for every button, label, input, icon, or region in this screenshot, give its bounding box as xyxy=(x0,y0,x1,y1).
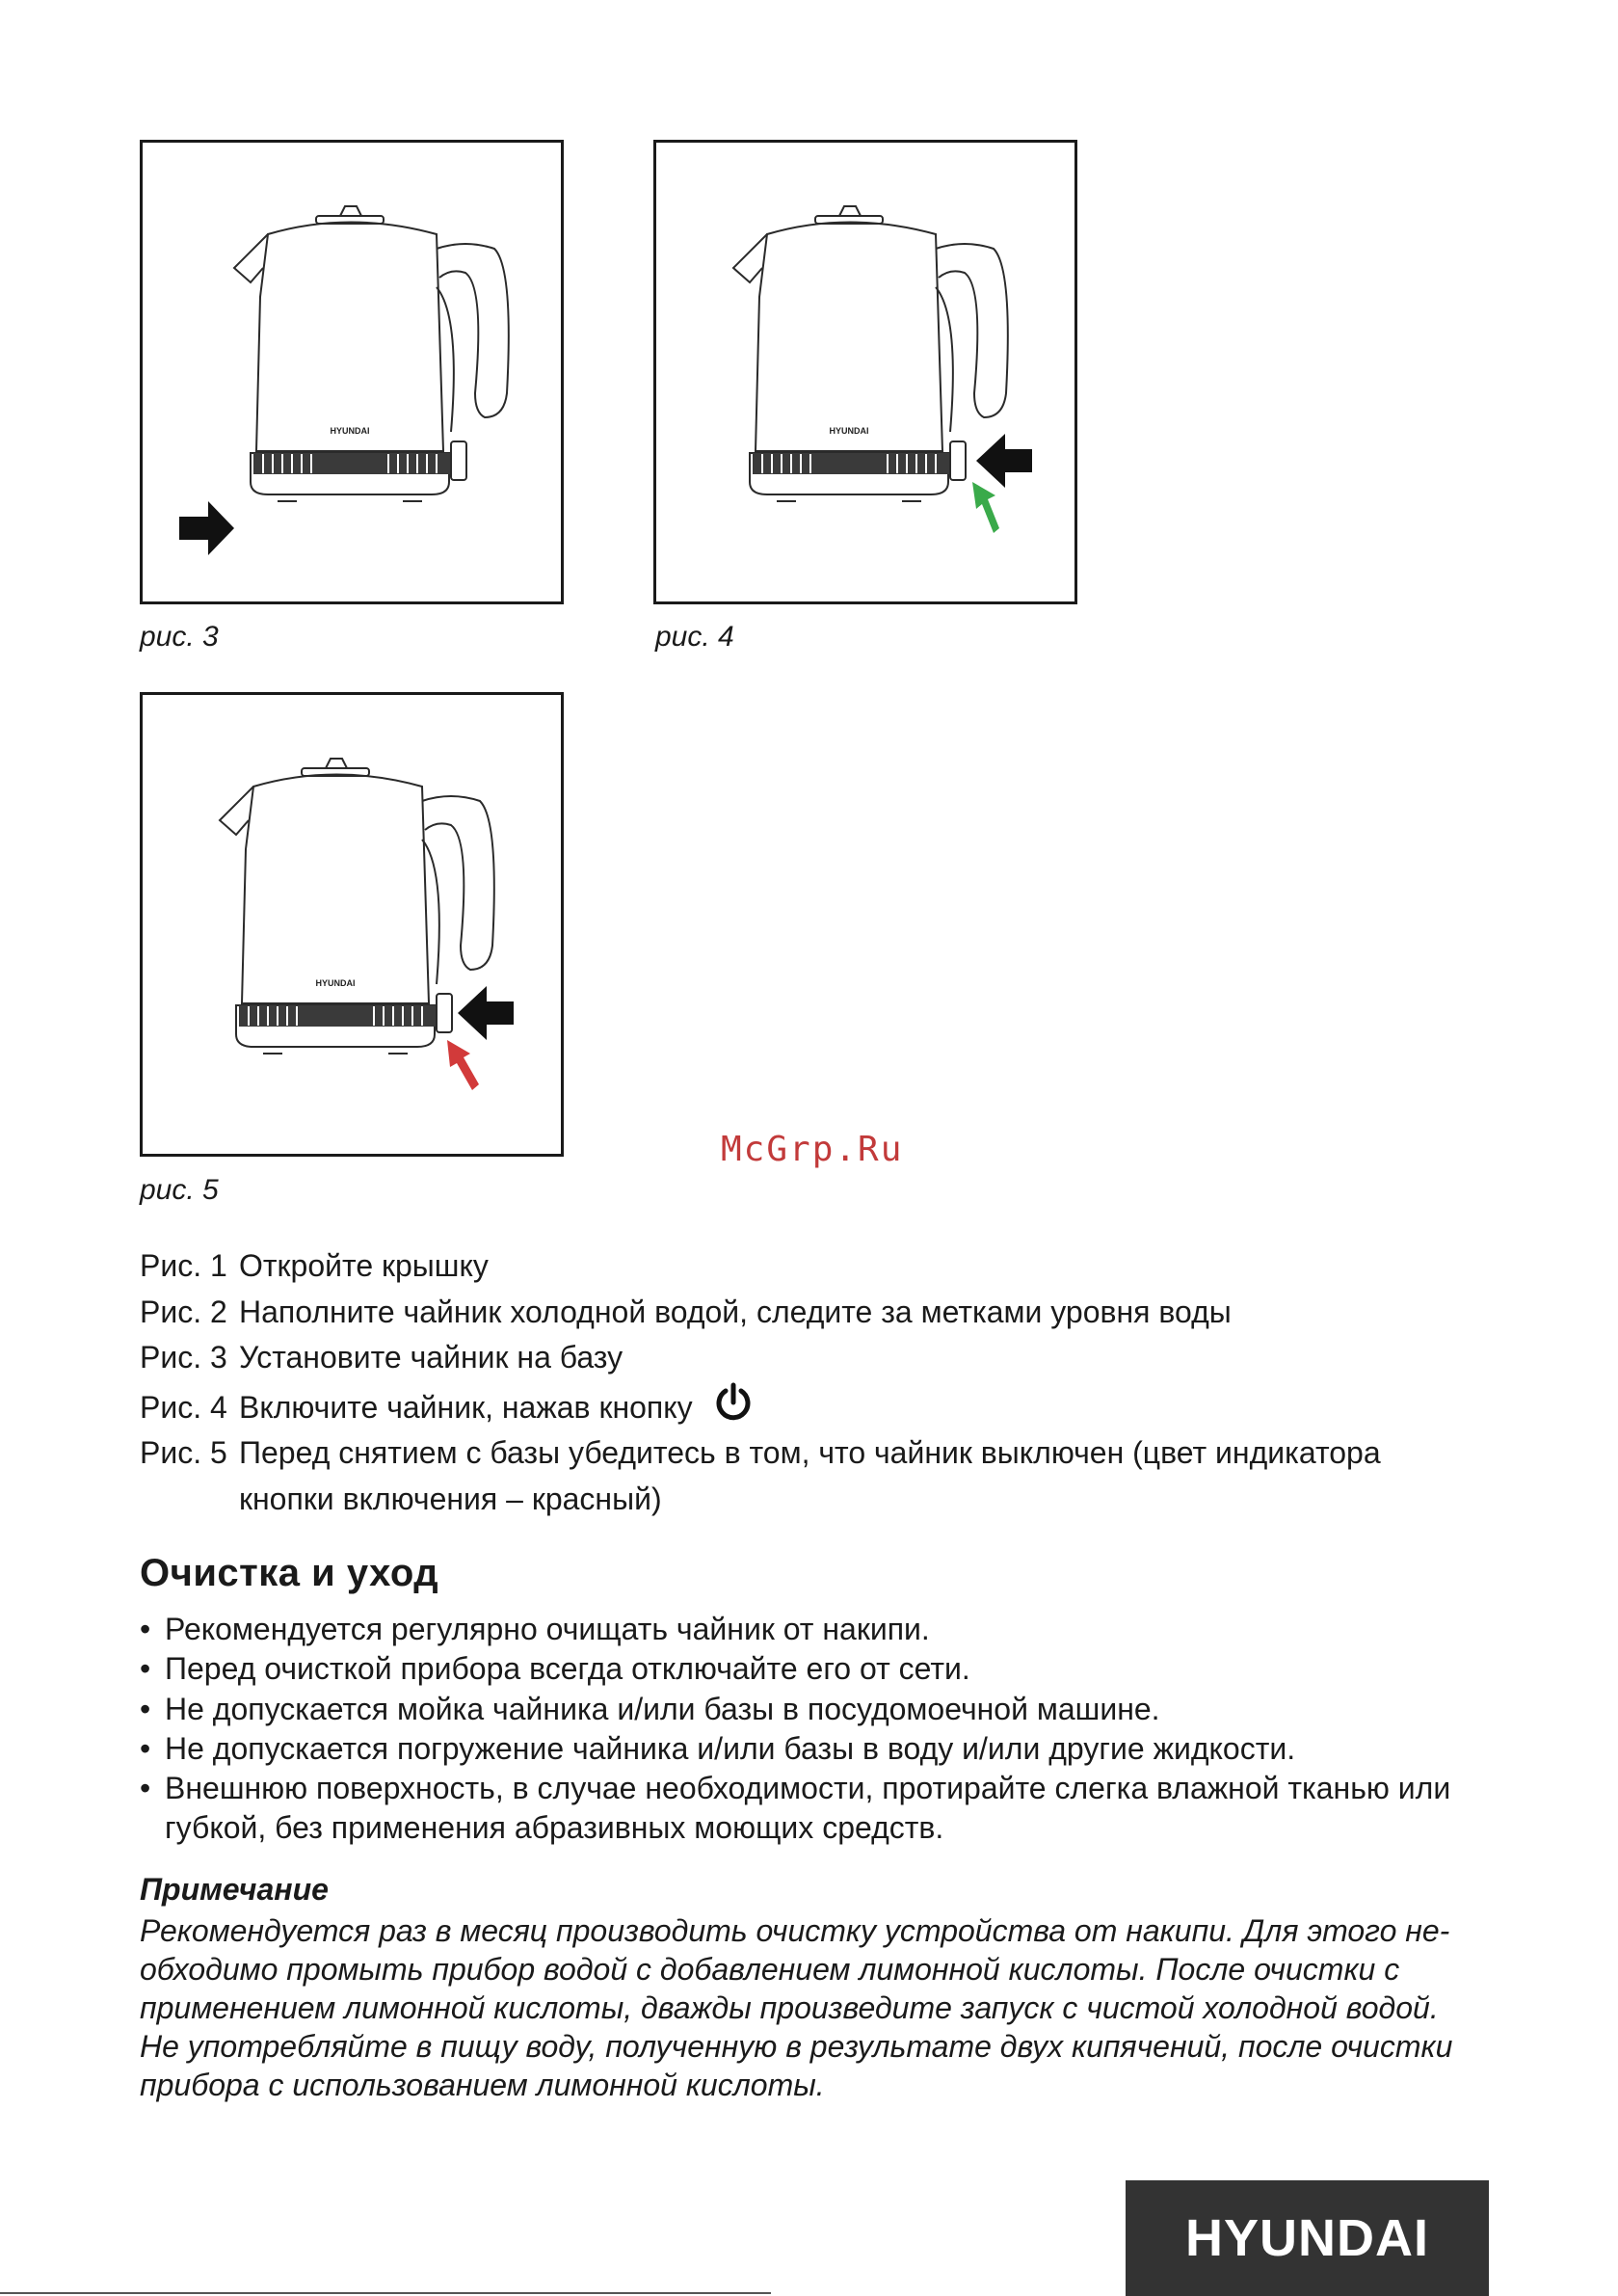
kettle-illustration xyxy=(143,143,561,601)
step-text: Включите чайник, нажав кнопку xyxy=(239,1389,693,1425)
step-number: Рис. 3 xyxy=(140,1340,227,1375)
list-item-text: Не допускается мойка чайника и/или базы в посудомоечной машине. xyxy=(165,1691,1160,1726)
red-arrow-icon xyxy=(447,1040,479,1090)
kettle-brand-label: HYUNDAI xyxy=(315,978,356,988)
list-item-text: Внешнюю поверхность, в случае необходимости, протирайте слегка влажной тканью или губкой, без применения абразивных моющих средств. xyxy=(165,1771,1451,1846)
note-line: Рекомендуется раз в месяц производить очистку устройства от накипи. Для этого не- xyxy=(140,1913,1450,1948)
section-title: Очистка и уход xyxy=(140,1552,439,1594)
list-item: • Внешнюю поверхность, в случае необходимости, протирайте слегка влажной тканью или губкой, без применения абразивных моющих средств. xyxy=(140,1771,1451,1846)
watermark: McGrp.Ru xyxy=(721,1130,904,1169)
figure-3 xyxy=(140,140,564,604)
step-number: Рис. 4 xyxy=(140,1389,227,1425)
step-text: Наполните чайник холодной водой, следите за метками уровня воды xyxy=(239,1294,1232,1329)
step-item xyxy=(140,1290,1489,1336)
figure-5 xyxy=(140,692,564,1157)
figure-4 xyxy=(653,140,1077,604)
step-item xyxy=(140,1243,1489,1290)
list-item-text: Перед очисткой прибора всегда отключайте его от сети. xyxy=(165,1651,970,1687)
step-text: Установите чайник на базу xyxy=(239,1340,623,1375)
list-item-text: Не допускается погружение чайника и/или базы в воду и/или другие жидкости. xyxy=(165,1730,1296,1766)
note-line: применением лимонной кислоты, дважды произведите запуск с чистой холодной водой. xyxy=(140,1990,1439,2025)
care-bullet-list xyxy=(140,1610,1508,1849)
step-item xyxy=(140,1381,1489,1431)
note-line: Не употребляйте в пищу воду, полученную в результате двух кипячений, после очистки xyxy=(140,2029,1453,2064)
kettle-illustration xyxy=(143,695,561,1154)
kettle-brand-label: HYUNDAI xyxy=(330,426,370,436)
step-number: Рис. 2 xyxy=(140,1294,227,1329)
arrow-left-icon xyxy=(458,986,514,1040)
arrow-left-icon xyxy=(976,434,1032,488)
list-item: • Рекомендуется регулярно очищать чайник от накипи. xyxy=(140,1612,930,1646)
step-item xyxy=(140,1335,1489,1381)
kettle-brand-label: HYUNDAI xyxy=(829,426,869,436)
list-item: • Перед очисткой прибора всегда отключайте его от сети. xyxy=(140,1651,970,1687)
note-body xyxy=(140,1911,1508,2104)
power-icon xyxy=(712,1381,755,1424)
step-number: Рис. 1 xyxy=(140,1248,227,1283)
figure-3-caption: рис. 3 xyxy=(140,621,219,653)
steps-list xyxy=(140,1243,1489,1523)
step-text: Откройте крышку xyxy=(239,1248,489,1283)
bottom-divider xyxy=(0,2292,771,2294)
arrow-right-icon xyxy=(179,501,234,555)
step-item xyxy=(140,1430,1489,1522)
figure-5-caption: рис. 5 xyxy=(140,1174,219,1206)
note-title: Примечание xyxy=(140,1872,329,1907)
step-text-continuation: кнопки включения – красный) xyxy=(239,1481,662,1516)
brand-logo-text: HYUNDAI xyxy=(1184,2209,1429,2267)
list-item: • Не допускается погружение чайника и/или базы в воду и/или другие жидкости. xyxy=(140,1730,1296,1766)
kettle-illustration xyxy=(656,143,1074,601)
note-line: прибора с использованием лимонной кислоты. xyxy=(140,2068,825,2102)
step-number: Рис. 5 xyxy=(140,1435,227,1471)
list-item: • Не допускается мойка чайника и/или базы в посудомоечной машине. xyxy=(140,1691,1160,1726)
green-arrow-icon xyxy=(972,482,999,533)
step-text: Перед снятием с базы убедитесь в том, что чайник выключен (цвет индикатора xyxy=(239,1435,1381,1471)
list-item-text: Рекомендуется регулярно очищать чайник от накипи. xyxy=(165,1612,930,1646)
figure-4-caption: рис. 4 xyxy=(655,621,734,653)
note-line: обходимо промыть прибор водой с добавлением лимонной кислоты. После очистки с xyxy=(140,1952,1400,1987)
brand-logo xyxy=(1126,2180,1489,2296)
